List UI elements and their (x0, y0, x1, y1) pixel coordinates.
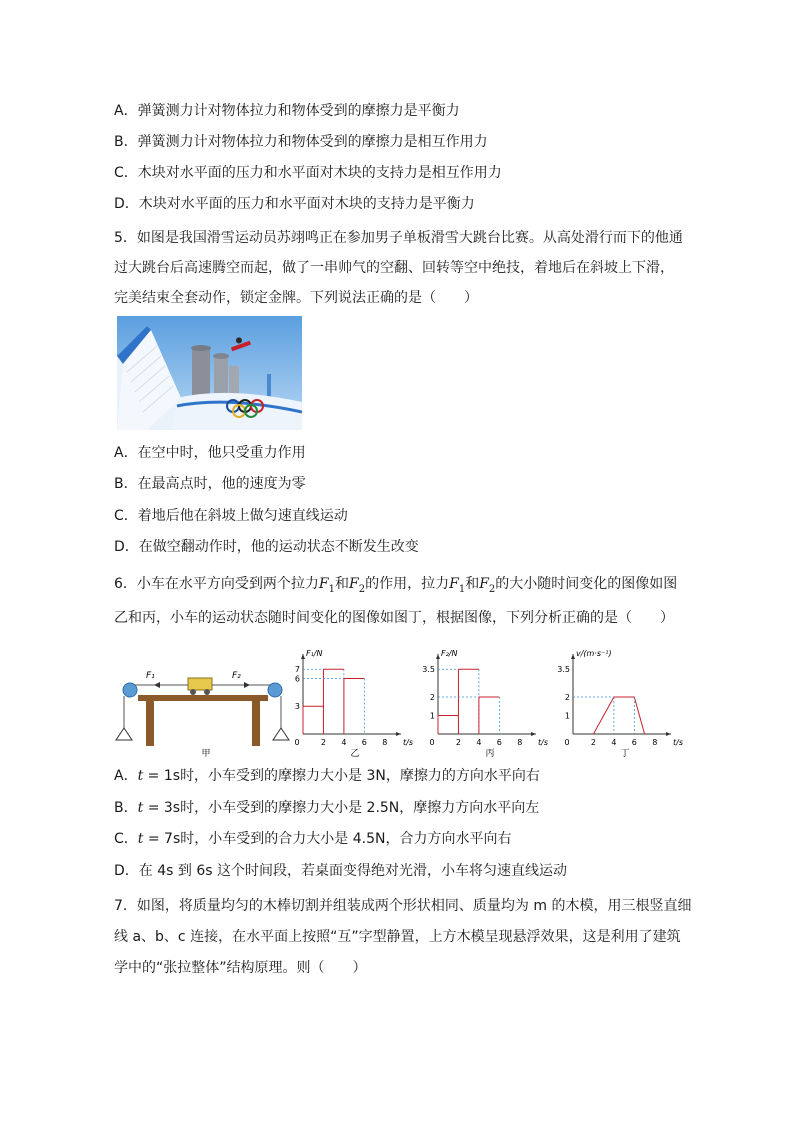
q6-stem-text-e: 的大小随时间变化的图像如图 (495, 576, 678, 592)
x-tick-label: 8 (517, 738, 523, 747)
x-axis-arrow (666, 732, 671, 736)
y-axis-arrow (436, 654, 440, 659)
q6-figures (110, 640, 700, 760)
q6-stem-line-1 (114, 574, 677, 600)
q5-stem-line-1: 5．如图是我国滑雪运动员苏翊鸣正在参加男子单板滑雪大跳台比赛。从高处滑行而下的他通 (114, 230, 683, 246)
snowboard-photo (117, 316, 302, 430)
y-tick-label: 1 (564, 711, 570, 721)
figure-caption: 丙 (485, 749, 495, 759)
x-axis-label: t/s (673, 738, 683, 747)
y-axis-label: F₁/N (306, 649, 323, 658)
x-axis-arrow (531, 732, 536, 736)
q4-option-c: C．木块对水平面的压力和水平面对木块的支持力是相互作用力 (114, 165, 502, 181)
q6-stem-text-c: 的作用，拉力 (365, 576, 450, 592)
x-tick-label: 8 (652, 738, 658, 747)
x-tick-label: 6 (631, 738, 637, 747)
x-tick-label: 6 (496, 738, 502, 747)
q5-option-c: C．着地后他在斜坡上做匀速直线运动 (114, 508, 348, 524)
y-axis-label: F₂/N (441, 649, 458, 658)
x-tick-label: 4 (476, 738, 482, 747)
velocity-line (593, 697, 644, 734)
q6-stem-text-d: 和 (465, 576, 480, 592)
q5-stem-line-3: 完美结束全套动作，锁定金牌。下列说法正确的是（ ） (114, 290, 478, 306)
q7-stem-line-1: 7．如图，将质量均匀的木棒切割并组装成两个形状相同、质量均为 m 的木模，用三根竖直细 (114, 898, 692, 914)
q6-option-d: D．在 4s 到 6s 这个时间段，若桌面变得绝对光滑，小车将匀速直线运动 (114, 863, 567, 879)
figure-yi (294, 649, 413, 759)
y-axis-arrow (301, 654, 305, 659)
x-axis-label: t/s (403, 738, 413, 747)
y-tick-label: 1 (429, 711, 435, 721)
q6-option-a: A．t = 1s时，小车受到的摩擦力大小是 3N，摩擦力的方向水平向右 (114, 768, 540, 784)
x-tick-label: 4 (611, 738, 617, 747)
q6-f2-symbol-2: $F_2$ (479, 576, 496, 595)
x-tick-label: 2 (455, 738, 461, 747)
y-tick-label: 6 (294, 674, 300, 684)
q6-option-b: B．t = 3s时，小车受到的摩擦力大小是 2.5N，摩擦力方向水平向左 (114, 800, 540, 816)
figure-caption: 丁 (620, 749, 630, 759)
x-tick-label: 6 (361, 738, 367, 747)
figure-jia (116, 671, 289, 759)
q5-option-a: A．在空中时，他只受重力作用 (114, 445, 306, 461)
y-tick-label: 3.5 (557, 665, 570, 675)
x-tick-label: 4 (341, 738, 347, 747)
q6-f1-symbol: $F_1$ (318, 576, 336, 595)
x-axis-label: t/s (538, 738, 548, 747)
figure-ding (557, 649, 683, 759)
q6-stem-text-a: 6．小车在水平方向受到两个拉力 (114, 576, 319, 592)
q6-f1-symbol-2: $F_1$ (449, 576, 466, 595)
x-tick-label: 0 (294, 738, 300, 747)
q6-option-c: C．t = 7s时，小车受到的合力大小是 4.5N，合力方向水平向右 (114, 831, 512, 847)
figure-caption: 乙 (350, 749, 360, 759)
q7-stem-line-3: 学中的“张拉整体”结构原理。则（ ） (114, 960, 367, 976)
x-tick-label: 0 (564, 738, 570, 747)
y-axis-arrow (571, 654, 575, 659)
y-tick-label: 2 (429, 692, 435, 702)
q4-option-d: D．木块对水平面的压力和水平面对木块的支持力是平衡力 (114, 196, 475, 212)
y-axis-label: v/(m·s⁻¹) (576, 649, 612, 658)
x-axis-arrow (396, 732, 401, 736)
y-tick-label: 3.5 (422, 665, 435, 675)
y-tick-label: 2 (564, 692, 570, 702)
x-tick-label: 2 (590, 738, 596, 747)
jia-caption: 甲 (201, 749, 211, 759)
y-tick-label: 7 (294, 665, 300, 675)
q5-option-b: B．在最高点时，他的速度为零 (114, 476, 306, 492)
y-tick-label: 3 (294, 702, 300, 712)
figure-bing (422, 649, 548, 759)
q5-stem-line-2: 过大跳台后高速腾空而起，做了一串帅气的空翻、回转等空中绝技，着地后在斜坡上下滑， (114, 260, 674, 276)
q6-stem-line-2: 乙和丙，小车的运动状态随时间变化的图像如图丁，根据图像，下列分析正确的是（ ） (114, 610, 674, 626)
x-tick-label: 8 (382, 738, 388, 747)
q6-f2-symbol: $F_2$ (349, 576, 366, 595)
x-tick-label: 0 (429, 738, 435, 747)
jia-label-f2: F₂ (232, 671, 241, 681)
q5-option-d: D．在做空翻动作时，他的运动状态不断发生改变 (114, 539, 419, 555)
q6-stem-text-b: 和 (335, 576, 350, 592)
q4-option-a: A．弹簧测力计对物体拉力和物体受到的摩擦力是平衡力 (114, 103, 460, 119)
q7-stem-line-2: 线 a、b、c 连接，在水平面上按照“互”字型静置，上方木模呈现悬浮效果，这是利用了建筑 (114, 929, 681, 945)
q4-option-b: B．弹簧测力计对物体拉力和物体受到的摩擦力是相互作用力 (114, 134, 488, 150)
x-tick-label: 2 (320, 738, 326, 747)
jia-label-f1: F₁ (146, 671, 155, 681)
